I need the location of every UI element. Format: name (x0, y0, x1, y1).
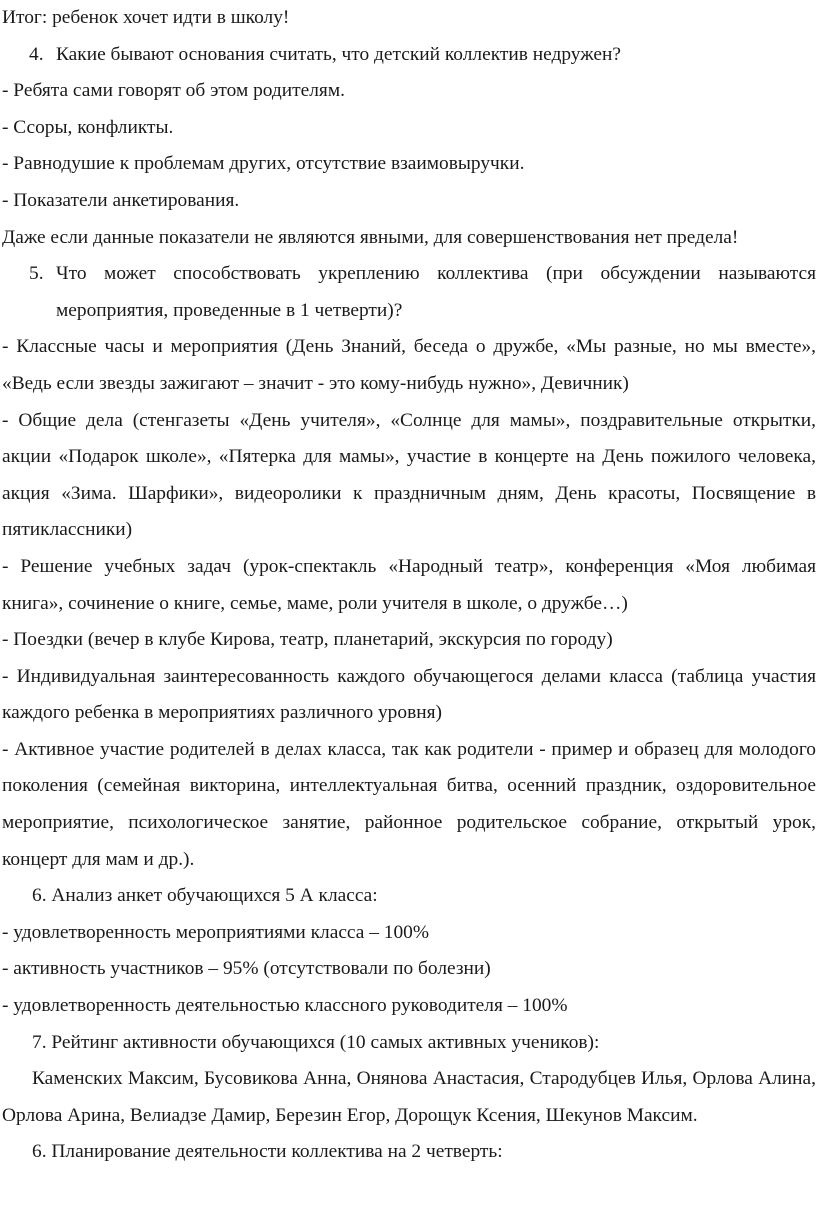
question-4 (2, 37, 816, 74)
section-planning-heading: 6. Планирование деятельности коллектива на 2 четверть: (32, 1141, 503, 1163)
survey-result-3: - удовлетворенность деятельностью классного руководителя – 100% (2, 995, 568, 1017)
answer-4-conclusion: Даже если данные показатели не являются явными, для совершенствования нет предела! (2, 226, 739, 248)
answer-4-item-4: - Показатели анкетирования. (2, 189, 240, 211)
answer-5-item-4: - Поездки (вечер в клубе Кирова, театр, планетарий, экскурсия по городу) (2, 629, 613, 651)
section-6-heading: 6. Анализ анкет обучающихся 5 А класса: (32, 885, 378, 907)
answer-5-item-5: - Индивидуальная заинтересованность каждого обучающегося делами класса (таблица участия каждого ребенка в мероприятиях различного уровня) (2, 665, 816, 724)
question-4-text: Какие бывают основания считать, что детский коллектив недружен? (56, 43, 621, 65)
question-5 (2, 256, 816, 329)
answer-5-item-3: - Решение учебных задач (урок-спектакль «Народный театр», конференция «Моя любимая книга», сочинение о книге, семье, маме, роли учителя в школе, о дружбе…) (2, 555, 816, 614)
answer-4-item-3: - Равнодушие к проблемам других, отсутствие взаимовыручки. (2, 153, 525, 175)
survey-result-1: - удовлетворенность мероприятиями класса – 100% (2, 921, 430, 943)
question-5-number: 5. (29, 263, 44, 285)
answer-4-item-1: - Ребята сами говорят об этом родителям. (2, 80, 345, 102)
answer-5-item-1: - Классные часы и мероприятия (День Знаний, беседа о дружбе, «Мы разные, но мы вместе», «Ведь если звезды зажигают – значит - это кому-нибудь нужно», Девичник) (2, 336, 816, 394)
question-5-text: Что может способствовать укреплению коллектива (при обсуждении называются мероприятия, проведенные в 1 четверти)? (56, 263, 816, 321)
survey-result-2: - активность участников – 95% (отсутствовали по болезни) (2, 958, 491, 980)
answer-5-item-6: - Активное участие родителей в делах класса, так как родители - пример и образец для молодого поколения (семейная викторина, интеллектуальная битва, осенний праздник, оздоровительное мероприятие, психологическое занятие, районное родительское собрание, открытый урок, концерт для мам и др.). (2, 738, 816, 870)
answer-4-item-2: - Ссоры, конфликты. (2, 116, 174, 138)
summary-line: Итог: ребенок хочет идти в школу! (2, 7, 290, 28)
section-7-heading: 7. Рейтинг активности обучающихся (10 самых активных учеников): (32, 1031, 600, 1053)
rating-list: Каменских Максим, Бусовикова Анна, Онянова Анастасия, Стародубцев Илья, Орлова Алина, Орлова Арина, Велиадзе Дамир, Березин Егор, Дорощук Ксения, Шекунов Максим. (2, 1068, 816, 1126)
question-4-number: 4. (29, 43, 44, 65)
answer-5-item-2: - Общие дела (стенгазеты «День учителя», «Солнце для мамы», поздравительные открытки, акции «Подарок школе», «Пятерка для мамы», участие в концерте на День пожилого человека, акция «Зима. Шарфики», видеоролики к праздничным дням, День красоты, Посвящение в пятиклассники) (2, 409, 816, 541)
